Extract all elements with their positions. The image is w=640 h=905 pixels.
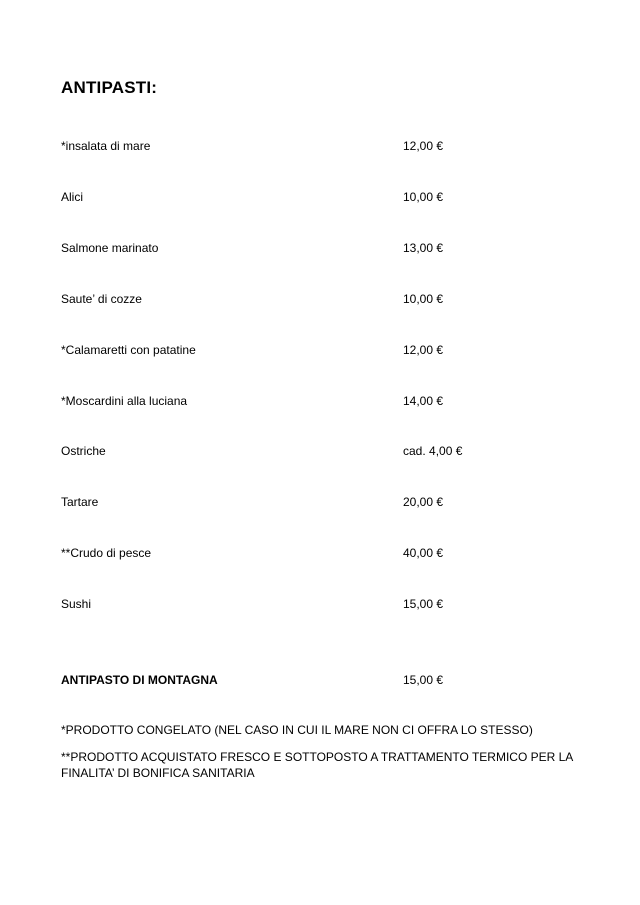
- item-price: 10,00 €: [403, 292, 444, 306]
- special-item-name: ANTIPASTO DI MONTAGNA: [61, 673, 218, 687]
- menu-item: [61, 137, 581, 155]
- item-price: 12,00 €: [403, 343, 444, 357]
- menu-item: [61, 493, 581, 511]
- item-price: 20,00 €: [403, 495, 444, 509]
- item-price: 10,00 €: [403, 190, 444, 204]
- menu-item: [61, 595, 581, 613]
- item-price: 40,00 €: [403, 546, 444, 560]
- item-price: cad. 4,00 €: [403, 444, 463, 458]
- menu-item: [61, 188, 581, 206]
- item-name: *Calamaretti con patatine: [61, 343, 196, 357]
- menu-item: [61, 239, 581, 257]
- item-name: Sushi: [61, 597, 92, 611]
- item-name: *insalata di mare: [61, 139, 151, 153]
- item-name: Salmone marinato: [61, 241, 159, 255]
- item-name: Alici: [61, 190, 84, 204]
- note-fresh: **PRODOTTO ACQUISTATO FRESCO E SOTTOPOSTO A TRATTAMENTO TERMICO PER LA FINALITA’ DI BONIFICA SANITARIA: [61, 750, 573, 780]
- item-price: 12,00 €: [403, 139, 444, 153]
- item-price: 15,00 €: [403, 597, 444, 611]
- menu-item: [61, 392, 581, 410]
- special-item-price: 15,00 €: [403, 673, 444, 687]
- menu-item: [61, 442, 581, 460]
- item-name: **Crudo di pesce: [61, 546, 152, 560]
- note-frozen: *PRODOTTO CONGELATO (NEL CASO IN CUI IL MARE NON CI OFFRA LO STESSO): [61, 723, 533, 737]
- menu-item: [61, 290, 581, 308]
- menu-item: [61, 341, 581, 359]
- item-name: Ostriche: [61, 444, 106, 458]
- item-price: 14,00 €: [403, 394, 444, 408]
- item-name: Saute’ di cozze: [61, 292, 142, 306]
- item-name: Tartare: [61, 495, 99, 509]
- special-menu-item: [61, 671, 581, 689]
- menu-item: [61, 544, 581, 562]
- item-price: 13,00 €: [403, 241, 444, 255]
- item-name: *Moscardini alla luciana: [61, 394, 188, 408]
- section-title: ANTIPASTI:: [61, 78, 158, 97]
